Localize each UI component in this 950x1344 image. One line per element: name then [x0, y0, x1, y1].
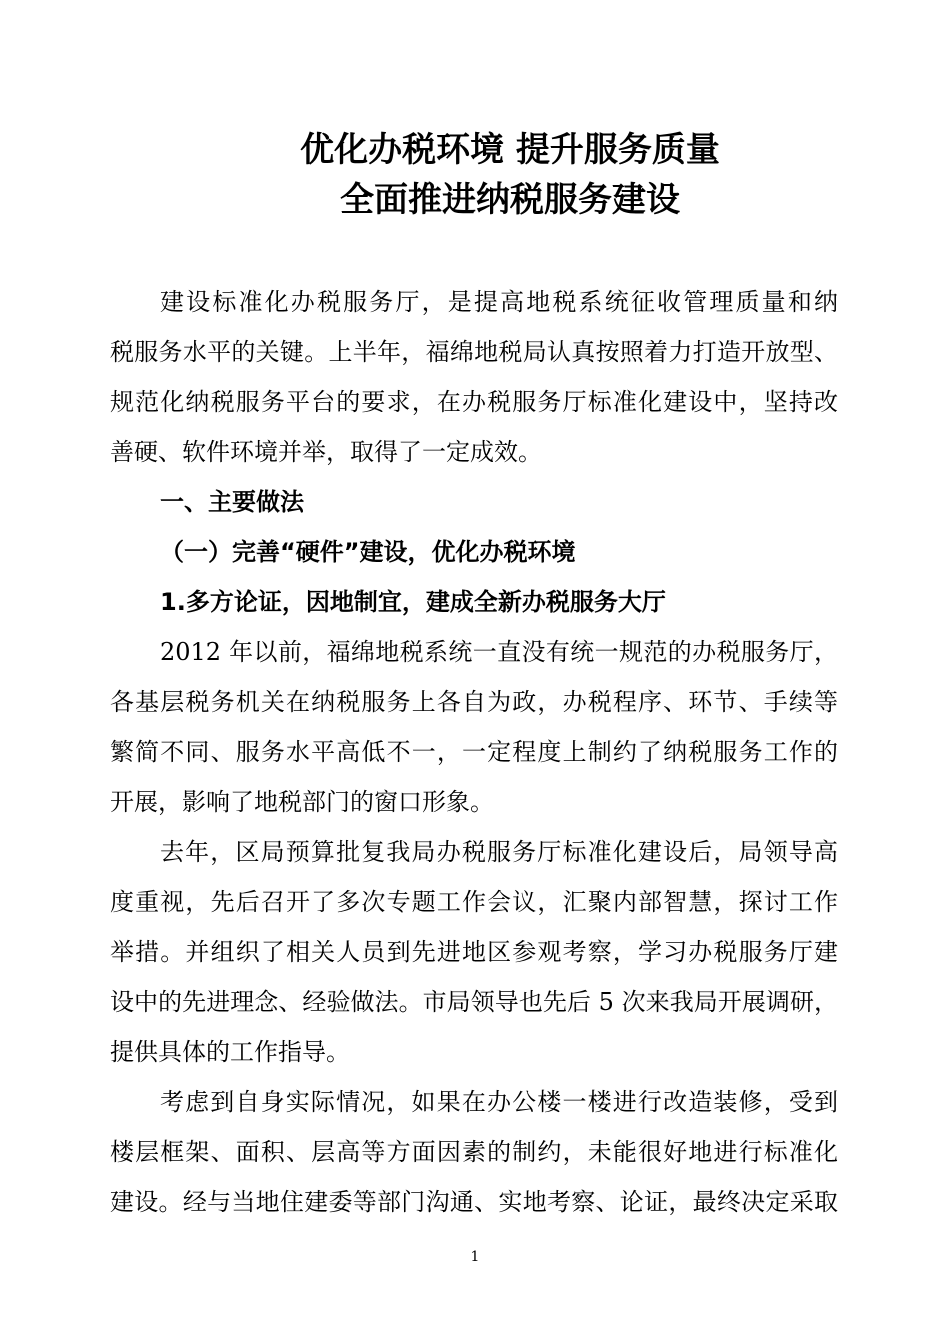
title-line-1: 优化办税环境 提升服务质量 — [300, 130, 720, 170]
para3-line-1: 考虑到自身实际情况，如果在办公楼一楼进行改造装修，受到 — [160, 1088, 838, 1116]
para2-line-5: 提供具体的工作指导。 — [110, 1038, 350, 1066]
page-number: 1 — [470, 1249, 480, 1265]
intro-line-2: 税服务水平的关键。上半年，福绵地税局认真按照着力打造开放型、 — [110, 338, 838, 366]
para3-line-3: 建设。经与当地住建委等部门沟通、实地考察、论证，最终决定采取 — [110, 1188, 838, 1216]
para1-line-1: 2012 年以前，福绵地税系统一直没有统一规范的办税服务厅， — [160, 638, 838, 666]
intro-line-1: 建设标准化办税服务厅，是提高地税系统征收管理质量和纳 — [160, 288, 838, 316]
intro-line-4: 善硬、软件环境并举，取得了一定成效。 — [110, 438, 542, 466]
para1-line-4: 开展，影响了地税部门的窗口形象。 — [110, 788, 494, 816]
para1-line-3: 繁简不同、服务水平高低不一，一定程度上制约了纳税服务工作的 — [110, 738, 838, 766]
para2-line-4: 设中的先进理念、经验做法。市局领导也先后 5 次来我局开展调研， — [110, 988, 838, 1016]
title-line-2: 全面推进纳税服务建设 — [340, 180, 680, 220]
para2-line-3: 举措。并组织了相关人员到先进地区参观考察，学习办税服务厅建 — [110, 938, 838, 966]
para2-line-2: 度重视，先后召开了多次专题工作会议，汇聚内部智慧，探讨工作 — [110, 888, 838, 916]
section-heading-1: 一、主要做法 — [160, 488, 304, 516]
subsection-heading-1: （一）完善“硬件”建设，优化办税环境 — [160, 538, 576, 566]
para3-line-2: 楼层框架、面积、层高等方面因素的制约，未能很好地进行标准化 — [110, 1138, 838, 1166]
para2-line-1: 去年，区局预算批复我局办税服务厅标准化建设后，局领导高 — [160, 838, 838, 866]
intro-line-3: 规范化纳税服务平台的要求，在办税服务厅标准化建设中，坚持改 — [110, 388, 838, 416]
para1-line-2: 各基层税务机关在纳税服务上各自为政，办税程序、环节、手续等 — [110, 688, 838, 716]
item-heading-1: 1.多方论证，因地制宜，建成全新办税服务大厅 — [160, 588, 666, 616]
